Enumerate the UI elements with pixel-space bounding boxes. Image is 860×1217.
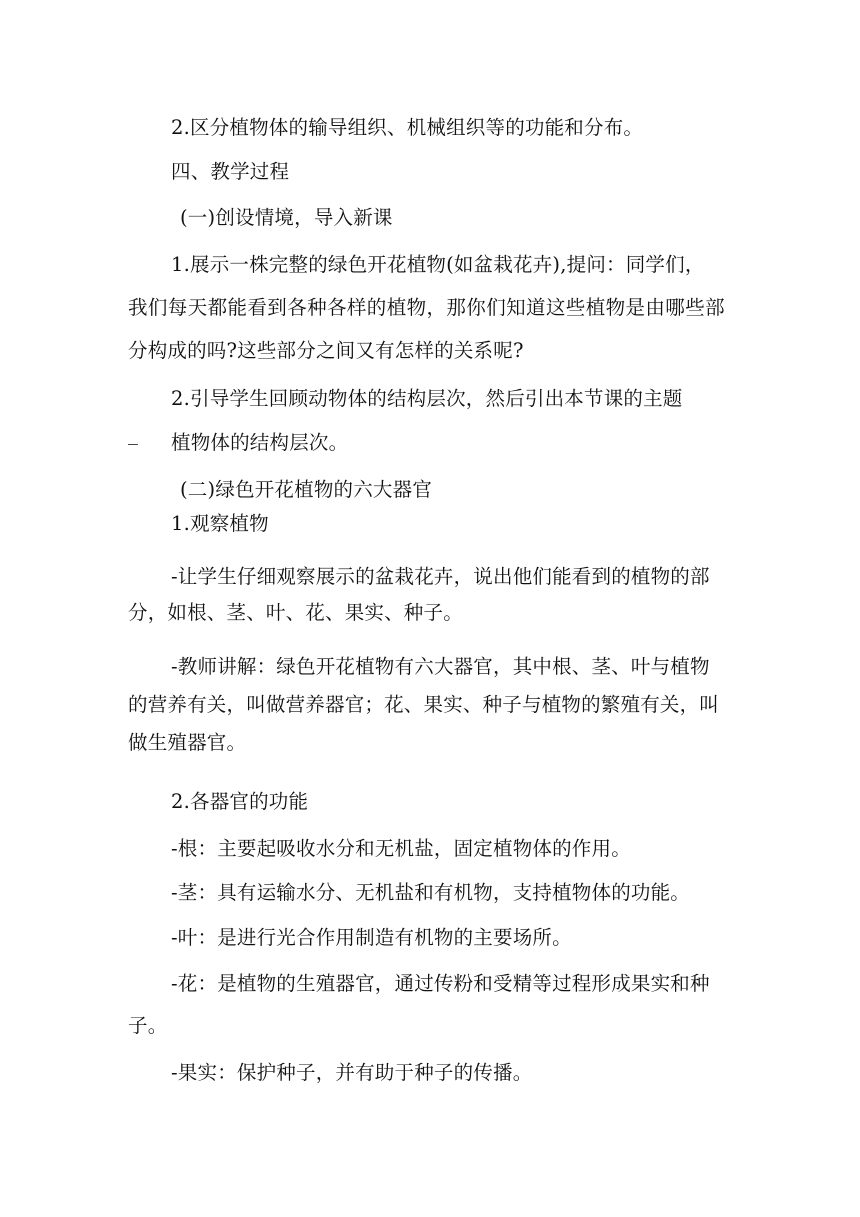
- paragraph-line: 子。: [128, 1014, 168, 1037]
- paragraph-line: 2.区分植物体的输导组织、机械组织等的功能和分布。: [171, 116, 644, 139]
- subsection-heading: (二)绿色开花植物的六大器官: [180, 478, 433, 501]
- paragraph-line: 2.引导学生回顾动物体的结构层次，然后引出本节课的主题: [171, 387, 683, 410]
- dash-mark: [128, 444, 138, 445]
- paragraph-line: 1.展示一株完整的绿色开花植物(如盆栽花卉),提问：同学们，: [171, 253, 705, 276]
- subsection-heading: 2.各器官的功能: [171, 790, 309, 813]
- paragraph-line: 分，如根、茎、叶、花、果实、种子。: [128, 601, 463, 624]
- paragraph-line: -花：是植物的生殖器官，通过传粉和受精等过程形成果实和种: [171, 972, 710, 995]
- paragraph-line: 做生殖器官。: [128, 731, 247, 754]
- paragraph-line: 我们每天都能看到各种各样的植物，那你们知道这些植物是由哪些部: [128, 296, 726, 319]
- paragraph-line: -根：主要起吸收水分和无机盐，固定植物体的作用。: [171, 837, 631, 860]
- paragraph-line: 的营养有关，叫做营养器官；花、果实、种子与植物的繁殖有关，叫: [128, 693, 720, 716]
- section-heading: 四、教学过程: [171, 160, 290, 183]
- paragraph-line: -叶：是进行光合作用制造有机物的主要场所。: [171, 926, 572, 949]
- paragraph-line: -让学生仔细观察展示的盆栽花卉，说出他们能看到的植物的部: [171, 565, 710, 588]
- paragraph-line: 分构成的吗?这些部分之间又有怎样的关系呢?: [128, 339, 524, 362]
- paragraph-line: -茎：具有运输水分、无机盐和有机物，支持植物体的功能。: [171, 881, 690, 904]
- subsection-heading: 1.观察植物: [171, 512, 269, 535]
- paragraph-line: 植物体的结构层次。: [171, 431, 349, 454]
- paragraph-line: -教师讲解：绿色开花植物有六大器官，其中根、茎、叶与植物: [171, 655, 710, 678]
- paragraph-line: -果实：保护种子，并有助于种子的传播。: [171, 1061, 533, 1084]
- subsection-heading: (一)创设情境，导入新课: [180, 206, 393, 229]
